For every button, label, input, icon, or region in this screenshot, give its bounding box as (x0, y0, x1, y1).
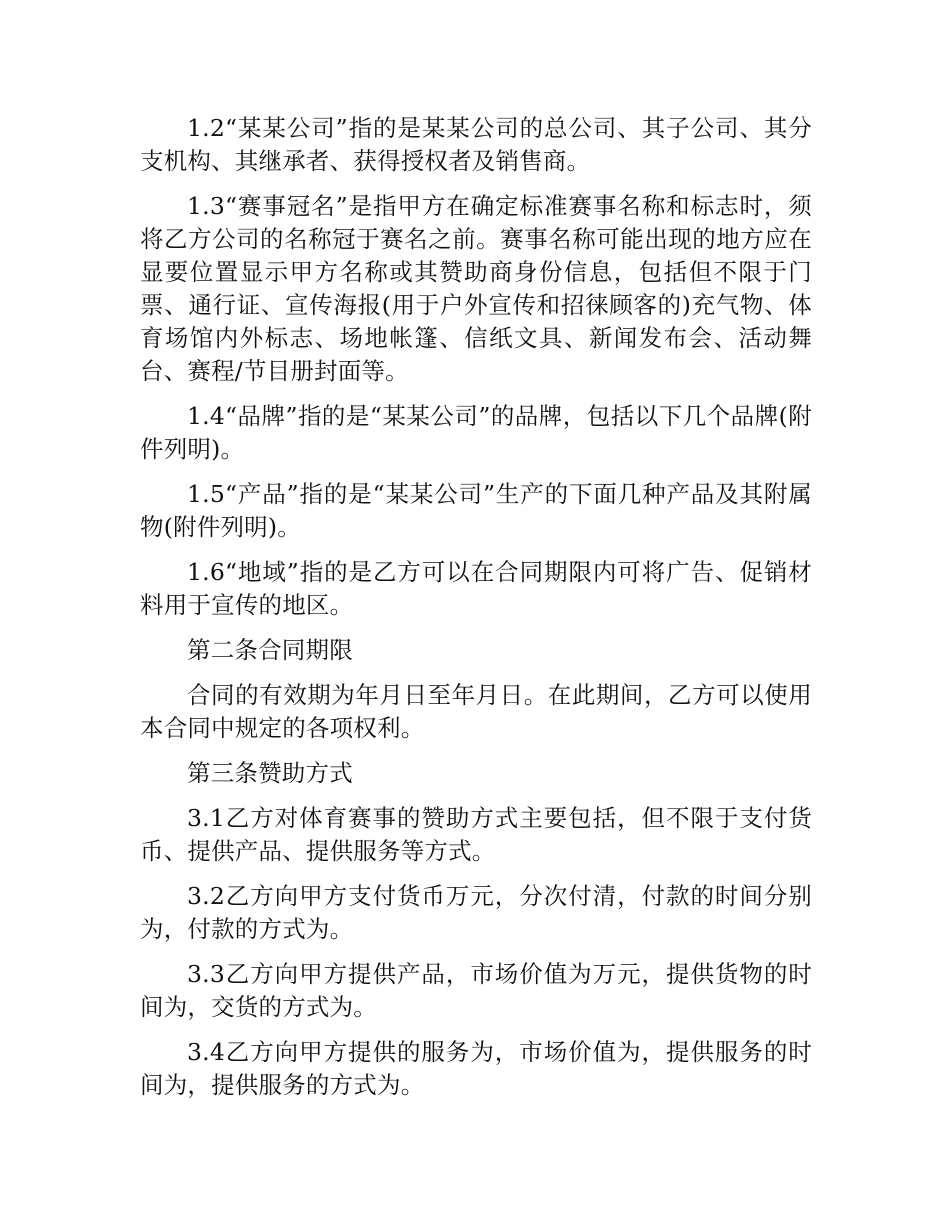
article-2-body: 合同的有效期为年月日至年月日。在此期间，乙方可以使用本合同中规定的各项权利。 (140, 681, 812, 742)
document-body (140, 112, 812, 1114)
clause-1-5: 1.5“产品”指的是“某某公司”生产的下面几种产品及其附属物(附件列明)。 (140, 480, 812, 541)
clause-3-2: 3.2乙方向甲方支付货币万元，分次付清，付款的时间分别为，付款的方式为。 (140, 882, 812, 943)
clause-3-1: 3.1乙方对体育赛事的赞助方式主要包括，但不限于支付货币、提供产品、提供服务等方式。 (140, 804, 812, 865)
clause-3-4: 3.4乙方向甲方提供的服务为，市场价值为，提供服务的时间为，提供服务的方式为。 (140, 1038, 812, 1099)
clause-1-4: 1.4“品牌”指的是“某某公司”的品牌，包括以下几个品牌(附件列明)。 (140, 402, 812, 463)
clause-3-3: 3.3乙方向甲方提供产品，市场价值为万元，提供货物的时间为，交货的方式为。 (140, 960, 812, 1021)
clause-1-2: 1.2“某某公司”指的是某某公司的总公司、其子公司、其分支机构、其继承者、获得授权者及销售商。 (140, 114, 812, 175)
article-3-heading: 第三条赞助方式 (187, 759, 353, 787)
article-2-heading: 第二条合同期限 (187, 636, 353, 664)
clause-1-3: 1.3“赛事冠名”是指甲方在确定标准赛事名称和标志时，须将乙方公司的名称冠于赛名之前。赛事名称可能出现的地方应在显要位置显示甲方名称或其赞助商身份信息，包括但不限于门票、通行证、宣传海报(用于户外宣传和招徕顾客的)充气物、体育场馆内外标志、场地帐篷、信纸文具、新闻发布会、活动舞台、赛程/节目册封面等。 (140, 192, 812, 385)
clause-1-6: 1.6“地域”指的是乙方可以在合同期限内可将广告、促销材料用于宣传的地区。 (140, 558, 812, 619)
